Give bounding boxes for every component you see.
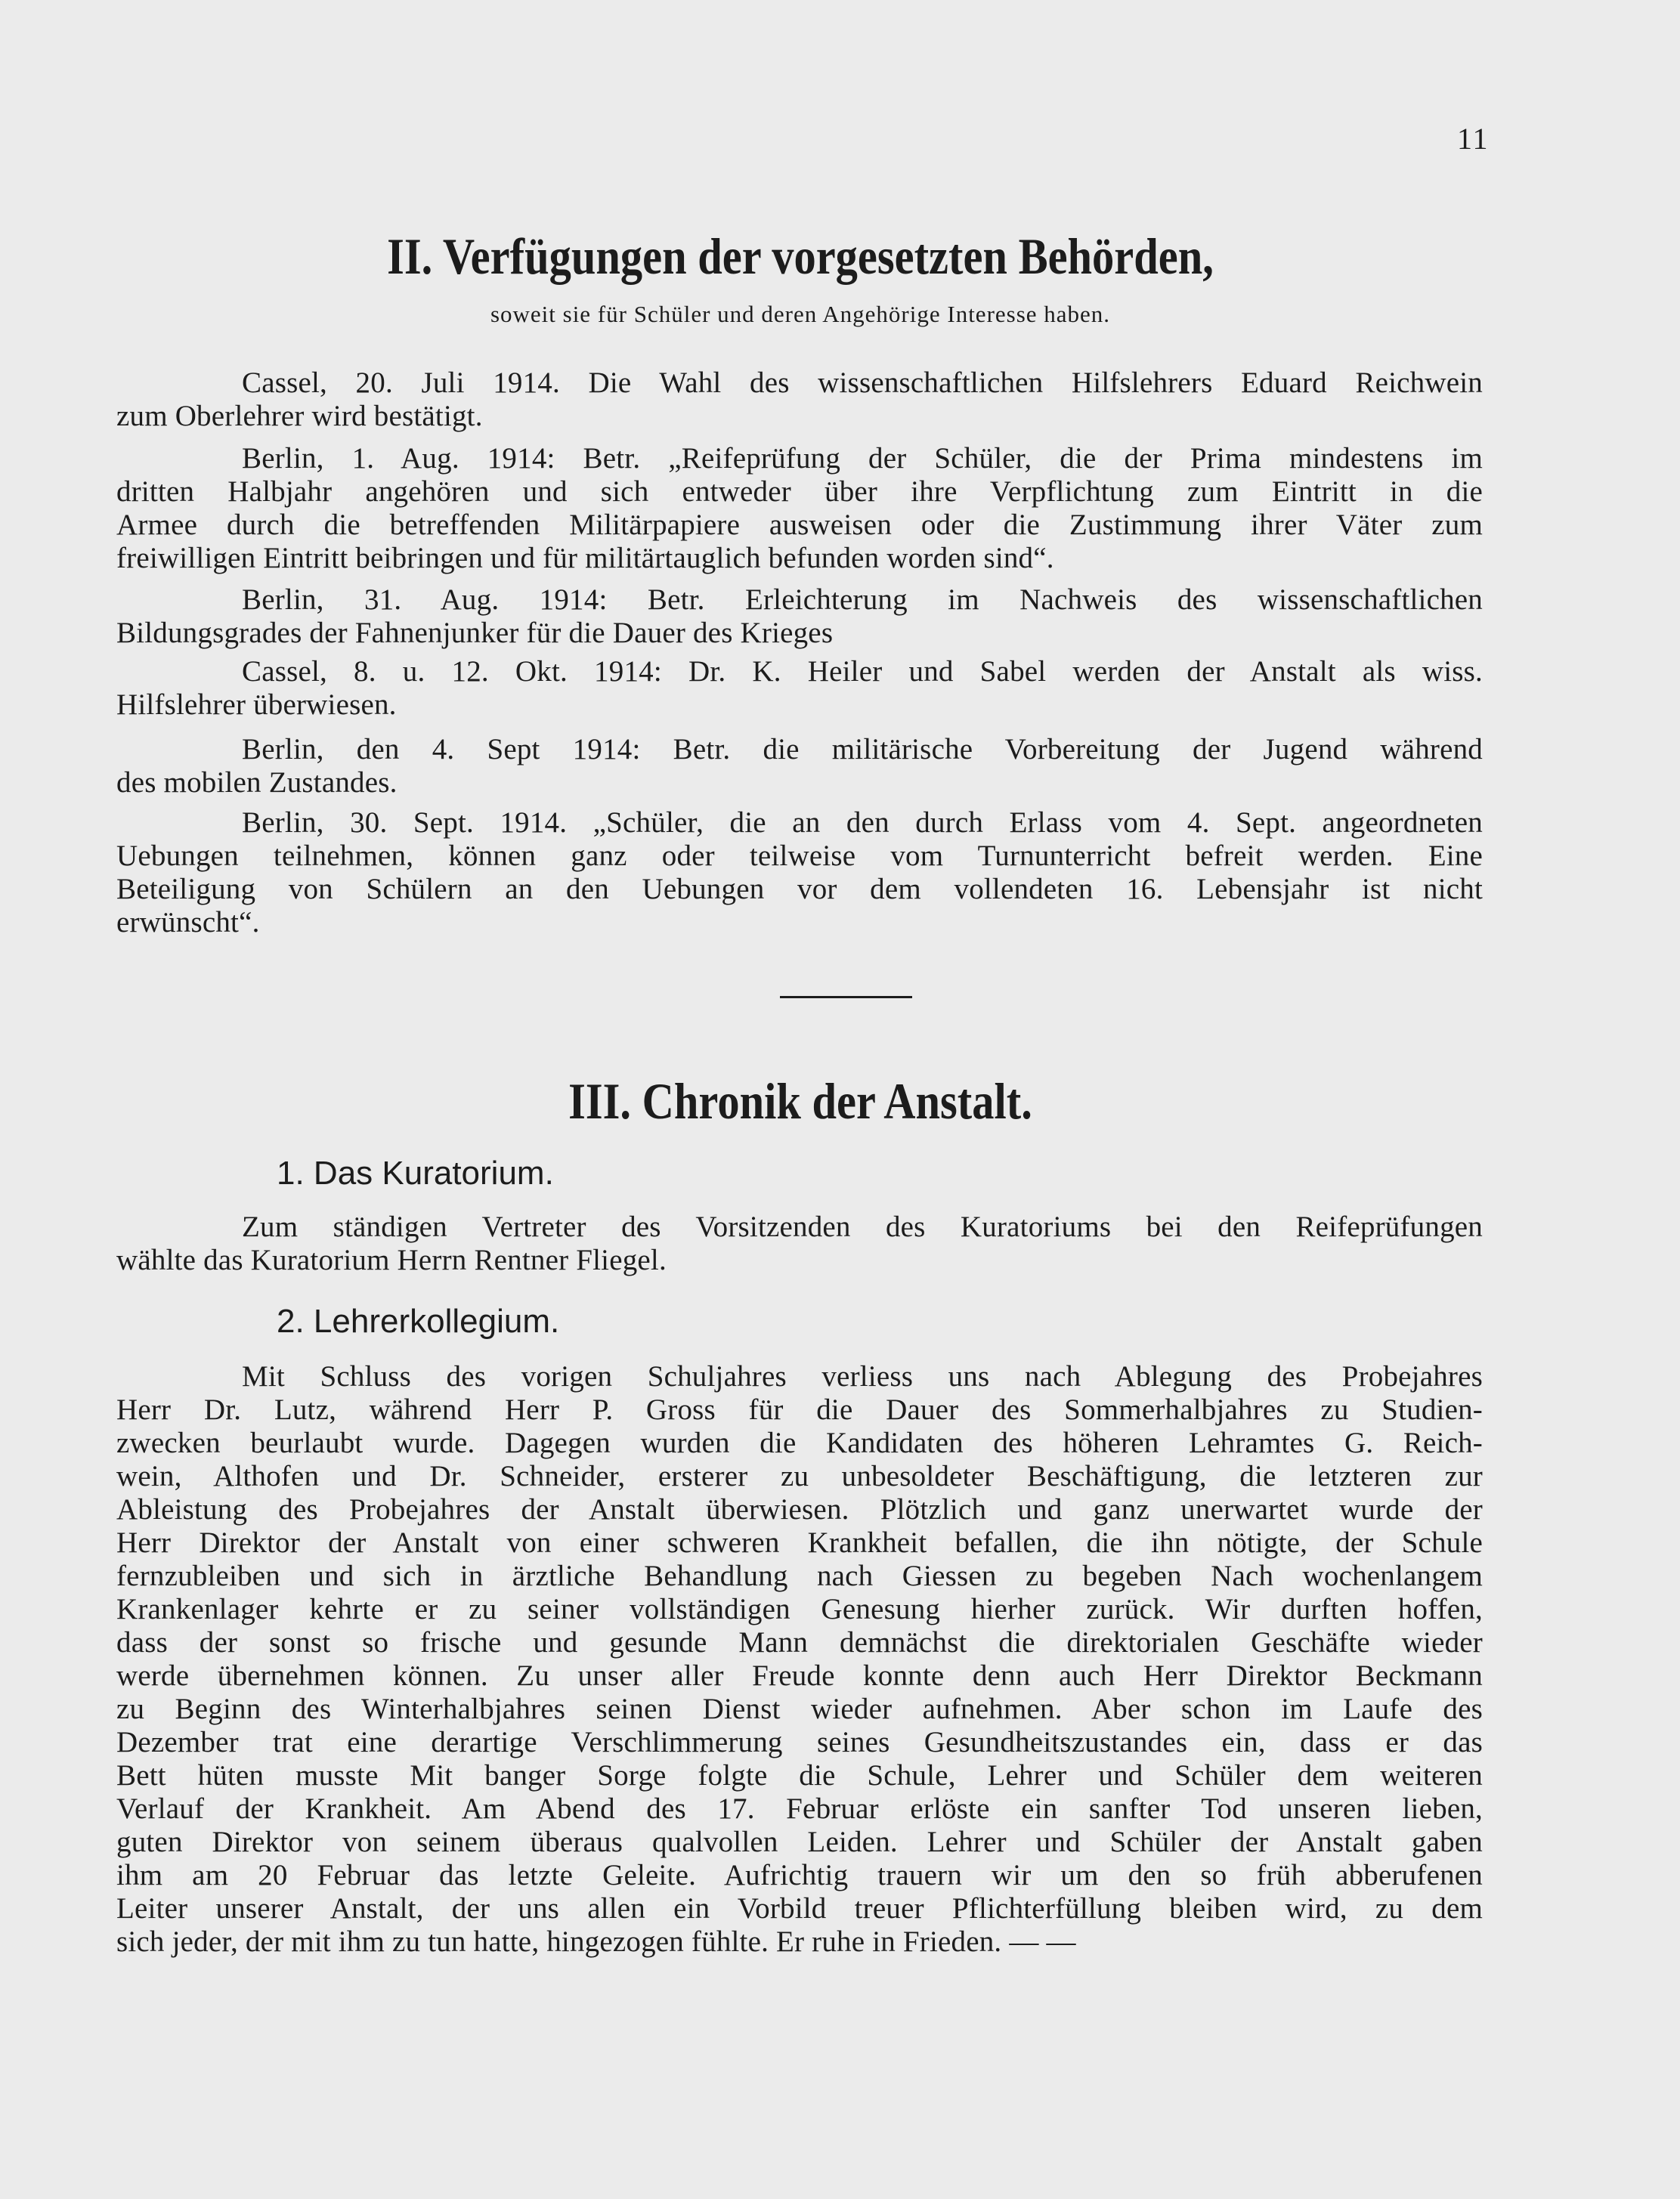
- text-line: zwecken beurlaubt wurde. Dagegen wurden die Kandidaten des höheren Lehramtes G. Reich-: [116, 1427, 1483, 1459]
- text-line: Berlin, 30. Sept. 1914. „Schüler, die an den durch Erlass vom 4. Sept. angeordneten: [242, 806, 1483, 839]
- subsection-heading-kuratorium: 1. Das Kuratorium.: [277, 1155, 554, 1192]
- text-line: Bett hüten musste Mit banger Sorge folgte die Schule, Lehrer und Schüler dem weiteren: [116, 1759, 1483, 1792]
- text-line: Herr Direktor der Anstalt von einer schweren Krankheit befallen, die ihn nötigte, der Schule: [116, 1526, 1483, 1559]
- text-line: Ableistung des Probejahres der Anstalt überwiesen. Plötzlich und ganz unerwartet wurde der: [116, 1493, 1483, 1526]
- text-line: Herr Dr. Lutz, während Herr P. Gross für die Dauer des Sommerhalbjahres zu Studien-: [116, 1393, 1483, 1426]
- text-line: Bildungsgrades der Fahnenjunker für die Dauer des Krieges: [116, 617, 834, 649]
- decree-entry: [116, 366, 1483, 433]
- text-line: wählte das Kuratorium Herrn Rentner Fliegel.: [116, 1244, 667, 1276]
- text-line: Cassel, 20. Juli 1914. Die Wahl des wissenschaftlichen Hilfslehrers Eduard Reichwein: [242, 366, 1483, 399]
- text-line: fernzubleiben und sich in ärztliche Behandlung nach Giessen zu begeben Nach wochenlangem: [116, 1560, 1483, 1592]
- text-line: Mit Schluss des vorigen Schuljahres verliess uns nach Ablegung des Probejahres: [242, 1360, 1483, 1393]
- text-line: Hilfslehrer überwiesen.: [116, 688, 397, 721]
- section-divider: [780, 996, 912, 998]
- text-line: Armee durch die betreffenden Militärpapiere ausweisen oder die Zustimmung ihrer Väter zum: [116, 509, 1483, 541]
- text-line: dritten Halbjahr angehören und sich entweder über ihre Verpflichtung zum Eintritt in die: [116, 475, 1483, 508]
- lehrerkollegium-paragraph: [116, 1360, 1483, 1959]
- page-number: 11: [1457, 122, 1490, 156]
- text-line: Uebungen teilnehmen, können ganz oder teilweise vom Turnunterricht befreit werden. Eine: [116, 840, 1483, 872]
- decree-entry: [116, 583, 1483, 650]
- text-line: Leiter unserer Anstalt, der uns allen ein Vorbild treuer Pflichterfüllung bleiben wird, zu dem: [116, 1892, 1483, 1925]
- section-2-title: II. Verfügungen der vorgesetzten Behörden,: [387, 227, 1214, 285]
- subsection-heading-lehrerkollegium: 2. Lehrerkollegium.: [277, 1303, 560, 1340]
- text-line: ihm am 20 Februar das letzte Geleite. Aufrichtig trauern wir um den so früh abberufenen: [116, 1859, 1483, 1891]
- text-line: Berlin, den 4. Sept 1914: Betr. die militärische Vorbereitung der Jugend während: [242, 733, 1483, 765]
- section-3-title: III. Chronik der Anstalt.: [568, 1072, 1032, 1130]
- decree-entry: [116, 733, 1483, 799]
- text-line: dass der sonst so frische und gesunde Mann demnächst die direktorialen Geschäfte wieder: [116, 1626, 1483, 1659]
- text-line: freiwilligen Eintritt beibringen und für militärtauglich befunden worden sind“.: [116, 542, 1054, 574]
- text-line: Verlauf der Krankheit. Am Abend des 17. Februar erlöste ein sanfter Tod unseren lieben,: [116, 1792, 1483, 1825]
- text-line: zum Oberlehrer wird bestätigt.: [116, 400, 483, 432]
- text-line: guten Direktor von seinem überaus qualvollen Leiden. Lehrer und Schüler der Anstalt gaben: [116, 1826, 1483, 1858]
- text-line: Dezember trat eine derartige Verschlimmerung seines Gesundheitszustandes ein, dass er das: [116, 1726, 1483, 1758]
- text-line: Zum ständigen Vertreter des Vorsitzenden des Kuratoriums bei den Reifeprüfungen: [242, 1211, 1483, 1243]
- text-line: Berlin, 31. Aug. 1914: Betr. Erleichterung im Nachweis des wissenschaftlichen: [242, 583, 1483, 616]
- decree-entry: [116, 806, 1483, 939]
- text-line: Beteiligung von Schülern an den Uebungen vor dem vollendeten 16. Lebensjahr ist nicht: [116, 873, 1483, 905]
- text-line: Berlin, 1. Aug. 1914: Betr. „Reifeprüfung der Schüler, die der Prima mindestens im: [242, 442, 1483, 475]
- text-line: Krankenlager kehrte er zu seiner vollständigen Genesung hierher zurück. Wir durften hoffen,: [116, 1593, 1483, 1625]
- section-2-subtitle: soweit sie für Schüler und deren Angehörige Interesse haben.: [490, 301, 1111, 327]
- text-line: sich jeder, der mit ihm zu tun hatte, hingezogen fühlte. Er ruhe in Frieden. — —: [116, 1925, 1076, 1958]
- text-line: Cassel, 8. u. 12. Okt. 1914: Dr. K. Heiler und Sabel werden der Anstalt als wiss.: [242, 655, 1483, 688]
- text-line: werde übernehmen können. Zu unser aller Freude konnte denn auch Herr Direktor Beckmann: [116, 1659, 1483, 1692]
- kuratorium-paragraph: [116, 1211, 1483, 1277]
- decree-entry: [116, 655, 1483, 722]
- text-line: erwünscht“.: [116, 906, 260, 939]
- decree-entry: [116, 442, 1483, 575]
- text-line: zu Beginn des Winterhalbjahres seinen Dienst wieder aufnehmen. Aber schon im Laufe des: [116, 1693, 1483, 1725]
- text-line: des mobilen Zustandes.: [116, 766, 398, 799]
- text-line: wein, Althofen und Dr. Schneider, ersterer zu unbesoldeter Beschäftigung, die letzteren zur: [116, 1460, 1483, 1492]
